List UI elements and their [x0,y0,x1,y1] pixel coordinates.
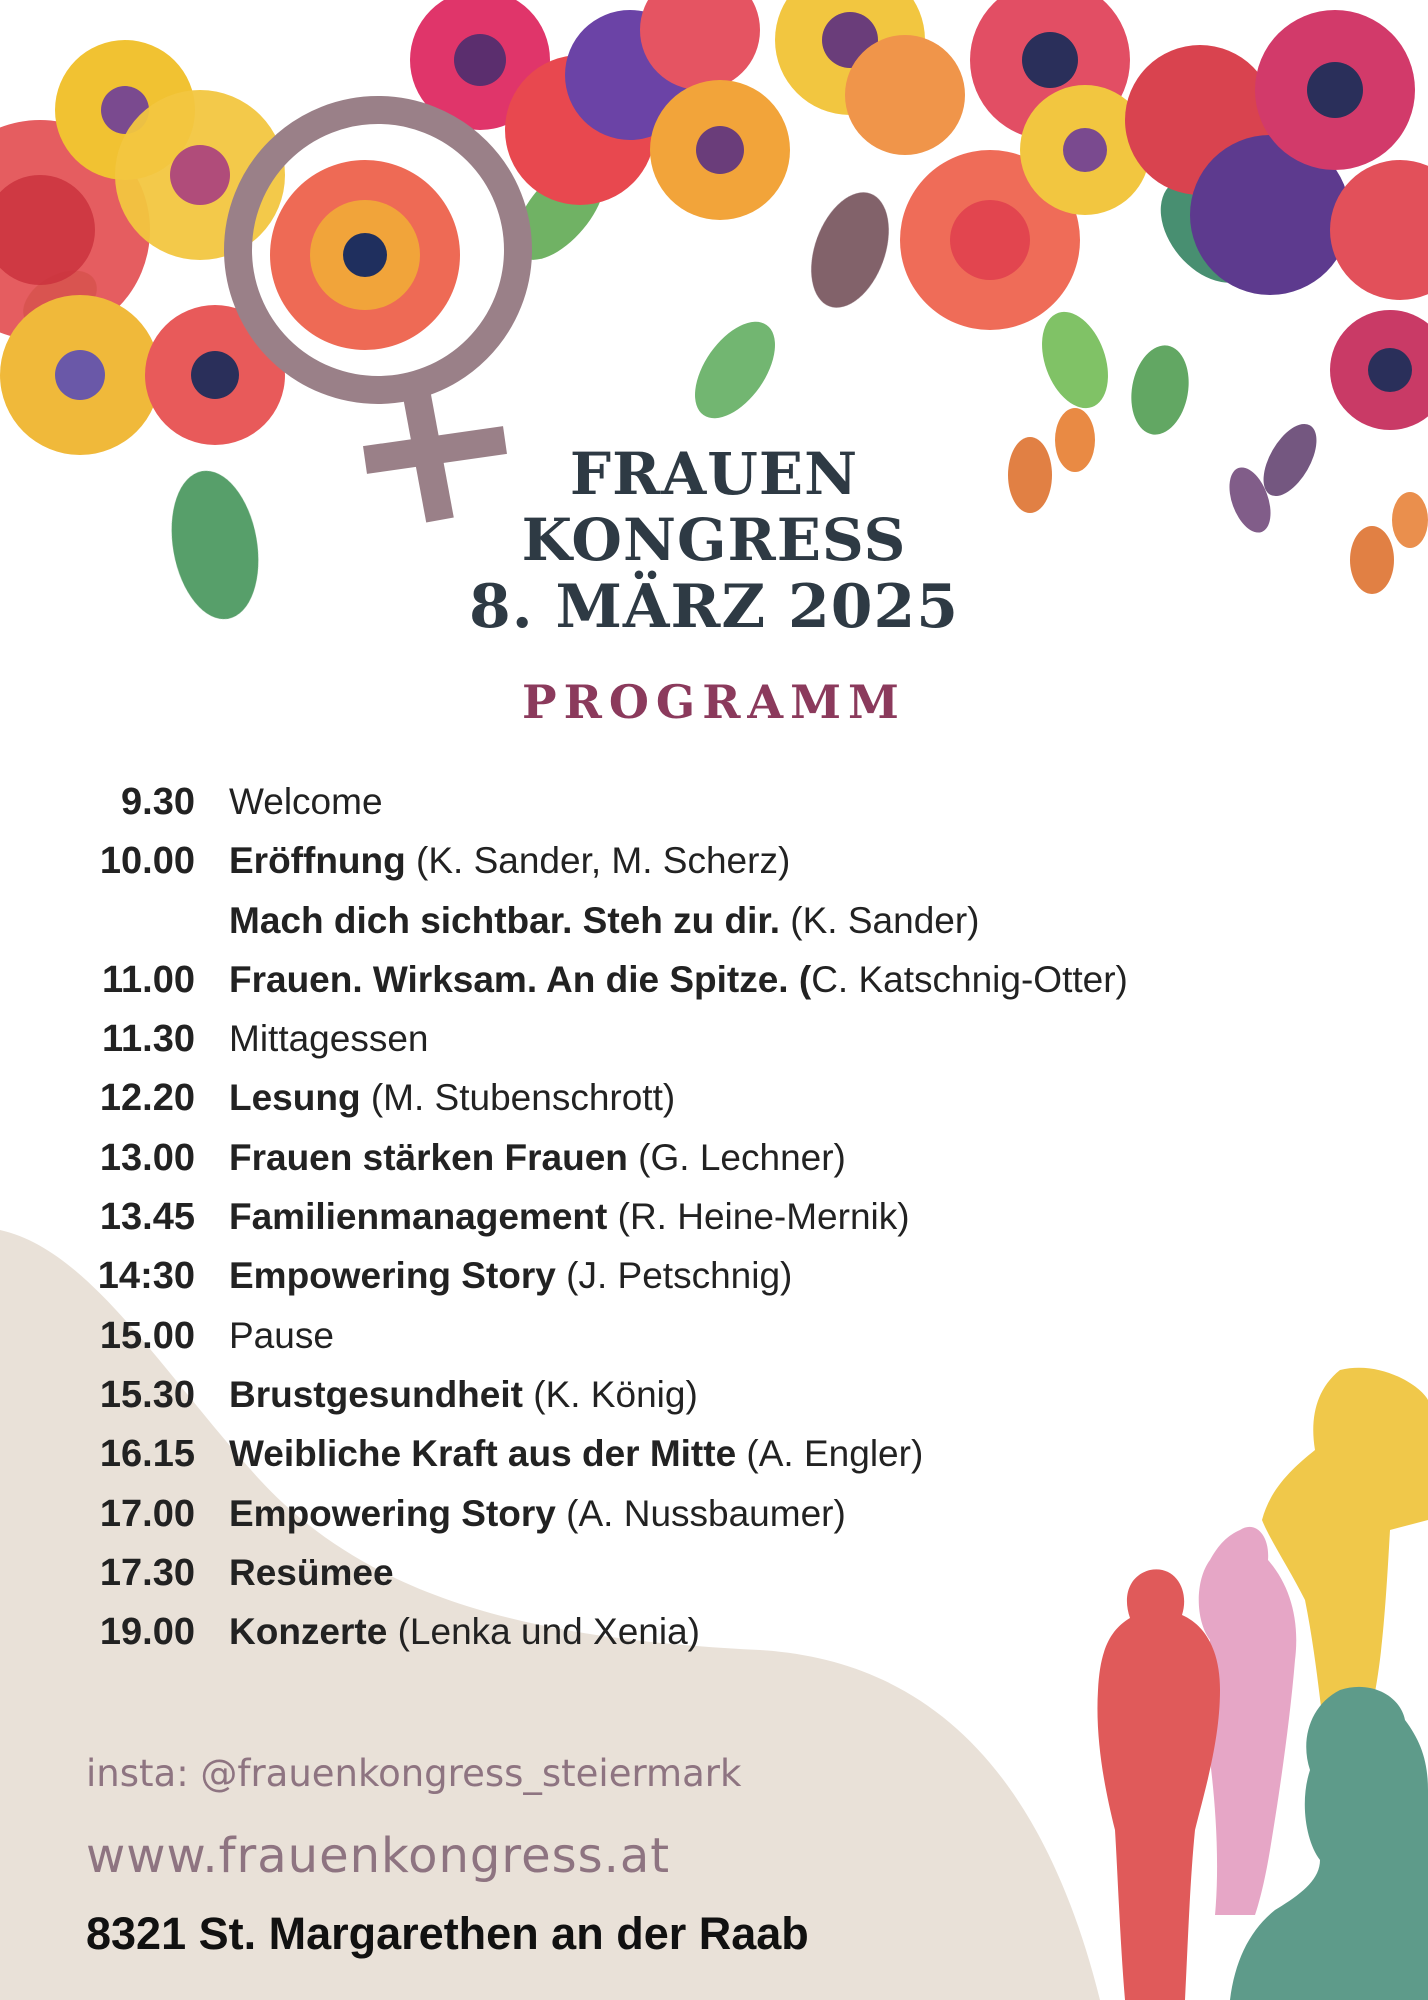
schedule-row [0,1191,1428,1250]
schedule-row [0,835,1428,894]
session-title: Lesung [229,1077,361,1119]
session-title: Mach dich sichtbar. Steh zu dir. [229,899,781,941]
session-speaker: (M. Stubenschrott) [360,1077,676,1119]
session-title: Frauen. Wirksam. An die Spitze. ( [229,958,812,1000]
instagram-handle: insta: @frauenkongress_steiermark [86,1752,742,1795]
schedule-row [0,1250,1428,1309]
schedule-time: 15.30 [99,1373,195,1416]
session-speaker: (K. Sander) [780,899,980,941]
schedule-row [0,1547,1428,1606]
event-date: 8. MÄRZ 2025 [468,572,960,642]
schedule-description [229,1310,334,1362]
session-speaker: (G. Lechner) [627,1136,846,1178]
schedule-row [0,895,1428,954]
schedule-description [229,835,790,887]
schedule-time: 10.00 [99,840,195,883]
session-speaker: Welcome [229,781,383,822]
schedule-time: 12.20 [99,1077,195,1120]
schedule-row [0,1369,1428,1428]
schedule-description [229,895,980,947]
schedule-description [229,1547,394,1599]
schedule-row [0,1488,1428,1547]
session-speaker: (K. König) [522,1373,698,1415]
session-speaker: (A. Nussbaumer) [555,1492,846,1534]
schedule-time: 9.30 [121,781,195,823]
session-speaker: (J. Petschnig) [555,1255,793,1297]
schedule-row [0,954,1428,1013]
program-heading: PROGRAMM [522,675,906,729]
schedule-row [0,1428,1428,1487]
schedule-time: 13.45 [99,1196,195,1239]
schedule-row [0,1072,1428,1131]
session-speaker: (Lenka und Xenia) [387,1611,700,1653]
session-title: Weibliche Kraft aus der Mitte [229,1433,737,1475]
schedule-description [229,1488,846,1540]
schedule-time: 19.00 [99,1611,195,1654]
venue-address: 8321 St. Margarethen an der Raab [86,1908,809,1959]
schedule-description [229,954,1128,1006]
session-speaker: (R. Heine-Mernik) [607,1196,910,1238]
title-line-frauen: FRAUEN [569,440,859,508]
session-title: Frauen stärken Frauen [229,1136,628,1178]
session-speaker: (K. Sander, M. Scherz) [405,840,791,882]
schedule-time: 17.30 [99,1551,195,1594]
session-title: Familienmanagement [229,1196,608,1238]
session-title: Empowering Story [229,1255,556,1297]
schedule-time: 11.00 [102,958,195,1001]
schedule-time: 17.00 [99,1492,195,1535]
schedule-description [229,1013,429,1065]
session-title: Resümee [229,1551,394,1593]
session-title: Eröffnung [229,840,406,882]
session-title: Konzerte [229,1611,388,1653]
session-title: Empowering Story [229,1492,556,1534]
schedule-time: 11.30 [102,1018,195,1061]
schedule-time: 16.15 [99,1433,195,1476]
session-speaker: Mittagessen [229,1018,429,1060]
schedule-time: 13.00 [99,1136,195,1179]
schedule-description [229,1191,910,1243]
schedule-description [229,1132,846,1184]
schedule-description [229,1428,923,1480]
schedule-list [0,776,1428,1665]
schedule-description [229,776,383,828]
website-url: www.frauenkongress.at [86,1828,671,1884]
session-title: Brustgesundheit [229,1373,523,1415]
schedule-time: 14:30 [97,1255,195,1298]
title-line-kongress: KONGRESS [521,506,907,574]
schedule-time: 15.00 [99,1314,195,1357]
schedule-row [0,1132,1428,1191]
schedule-row [0,776,1428,835]
session-speaker: (A. Engler) [736,1433,924,1475]
schedule-row [0,1013,1428,1072]
schedule-description [229,1250,792,1302]
schedule-row [0,1606,1428,1665]
session-speaker: C. Katschnig-Otter) [811,958,1128,1000]
schedule-description [229,1072,675,1124]
session-speaker: Pause [229,1314,334,1356]
schedule-description [229,1606,700,1658]
schedule-description [229,1369,698,1421]
schedule-row [0,1310,1428,1369]
